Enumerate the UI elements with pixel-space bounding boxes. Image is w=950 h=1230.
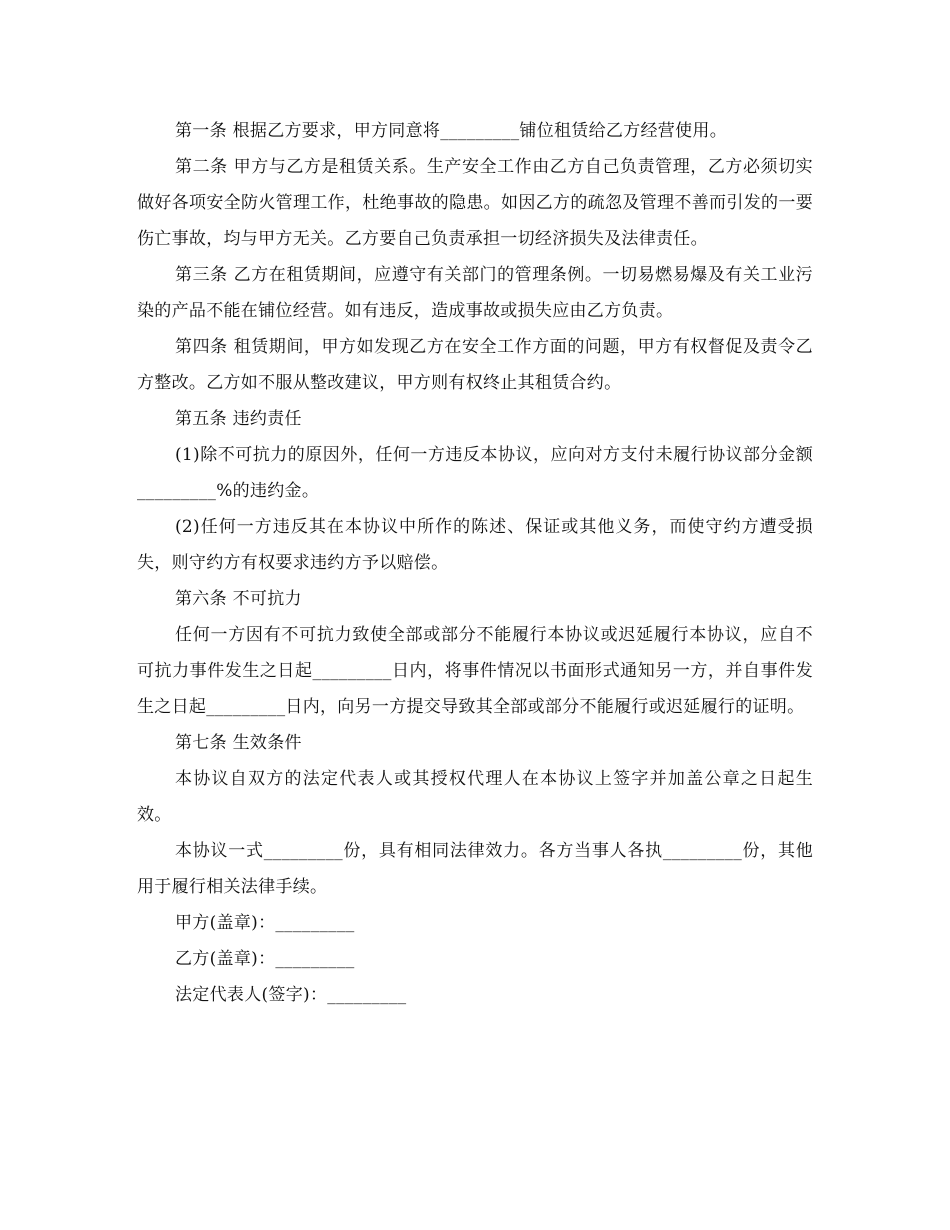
clause-7-heading: 第七条 生效条件 <box>175 733 302 753</box>
clause-1: 第一条 根据乙方要求，甲方同意将_________铺位租赁给乙方经营使用。 <box>175 121 728 141</box>
clause-2: 第二条 甲方与乙方是租赁关系。生产安全工作由乙方自己负责管理，乙方必须切实做好各项安全防火管理工作，杜绝事故的隐患。如因乙方的疏忽及管理不善而引发的一要伤亡事故，均与甲方无关。乙方要自己负责承担一切经济损失及法律责任。 <box>137 157 813 249</box>
legal-representative-signature-line: 法定代表人(签字)：_________ <box>175 985 407 1005</box>
document-body <box>137 113 813 1013</box>
copies-paragraph: 本协议一式_________份，具有相同法律效力。各方当事人各执_________份，其他用于履行相关法律手续。 <box>137 841 813 897</box>
party-a-seal-line: 甲方(盖章)：_________ <box>175 913 355 933</box>
clause-6-heading: 第六条 不可抗力 <box>175 589 302 609</box>
clause-6-body: 任何一方因有不可抗力致使全部或部分不能履行本协议或迟延履行本协议，应自不可抗力事件发生之日起_________日内，将事件情况以书面形式通知另一方，并自事件发生之日起_________日内，向另一方提交导致其全部或部分不能履行或迟延履行的证明。 <box>137 625 813 717</box>
clause-5-heading: 第五条 违约责任 <box>175 409 302 429</box>
party-b-seal-line: 乙方(盖章)：_________ <box>175 949 355 969</box>
clause-3: 第三条 乙方在租赁期间，应遵守有关部门的管理条例。一切易燃易爆及有关工业污染的产品不能在铺位经营。如有违反，造成事故或损失应由乙方负责。 <box>137 265 813 321</box>
clause-4: 第四条 租赁期间，甲方如发现乙方在安全工作方面的问题，甲方有权督促及责令乙方整改。乙方如不服从整改建议，甲方则有权终止其租赁合约。 <box>137 337 813 393</box>
clause-5-item-1: (1)除不可抗力的原因外，任何一方违反本协议，应向对方支付未履行协议部分金额_________%的违约金。 <box>137 445 813 501</box>
clause-7-body: 本协议自双方的法定代表人或其授权代理人在本协议上签字并加盖公章之日起生效。 <box>137 769 813 825</box>
clause-5-item-2: (2)任何一方违反其在本协议中所作的陈述、保证或其他义务，而使守约方遭受损失，则守约方有权要求违约方予以赔偿。 <box>137 517 813 573</box>
